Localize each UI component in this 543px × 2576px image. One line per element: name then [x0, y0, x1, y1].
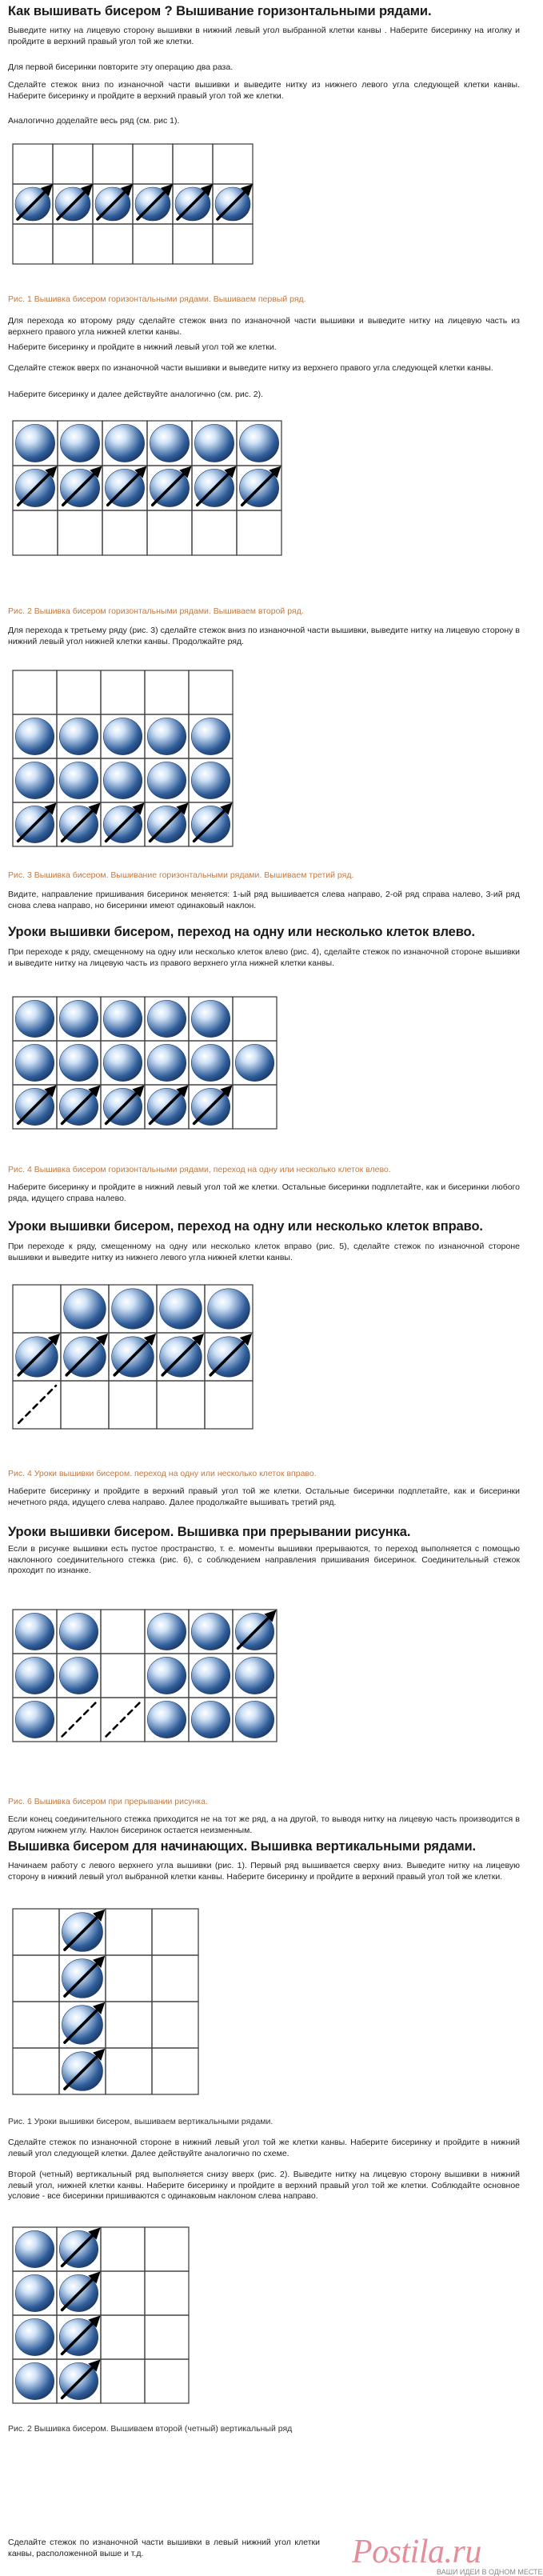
- bead: [191, 1044, 230, 1081]
- bead: [15, 1000, 54, 1037]
- figure-3-diagram: [8, 666, 272, 850]
- canvas-cell: [192, 510, 237, 555]
- canvas-cell: [106, 2002, 152, 2048]
- heading-shift-left: Уроки вышивки бисером, переход на одну или несколько клеток влево.: [8, 925, 476, 939]
- bead: [64, 1289, 106, 1329]
- bead: [191, 1657, 230, 1694]
- canvas-cell: [101, 2227, 145, 2271]
- bead: [239, 424, 278, 462]
- bead: [103, 762, 142, 798]
- canvas-cell: [13, 1955, 59, 2002]
- heading-horizontal-rows: Как вышивать бисером ? Вышивание горизонтальными рядами.: [8, 4, 432, 18]
- bead-grid-figure-8: [8, 2221, 272, 2421]
- canvas-cell: [13, 2048, 59, 2094]
- canvas-cell: [101, 2359, 145, 2403]
- bead: [191, 718, 230, 754]
- bead: [59, 718, 98, 754]
- canvas-cell: [145, 670, 189, 714]
- canvas-cell: [61, 1381, 109, 1429]
- heading-vertical-rows: Вышивка бисером для начинающих. Вышивка вертикальными рядами.: [8, 1839, 477, 1854]
- paragraph: Сделайте стежок вниз по изнаночной части вышивки и выведите нитку из нижнего левого угла следующей клетки канвы. Наберите бисеринку и пройдите в верхний правый угол той же клетки.: [8, 80, 520, 101]
- watermark: [317, 2528, 543, 2576]
- canvas-cell: [173, 144, 213, 184]
- bead: [103, 1044, 142, 1081]
- bead-grid-figure-2: [8, 416, 272, 576]
- watermark-brand: Postila.ru: [352, 2534, 481, 2570]
- bead: [147, 718, 186, 754]
- canvas-cell: [53, 224, 93, 264]
- canvas-cell: [145, 2315, 189, 2359]
- bead: [208, 1289, 250, 1329]
- canvas-cell: [101, 1654, 145, 1698]
- bead: [59, 1044, 98, 1081]
- paragraph: Начинаем работу с левого верхнего угла вышивки (рис. 1). Первый ряд вышивается сверху вниз. Выведите нитку на лицевую сторону в нижний левый угол выбранной клетки канвы. Наберите бисеринку и пройдите в верхний правый угол той же клетки.: [8, 1861, 520, 1882]
- bead: [60, 424, 99, 462]
- paragraph: Наберите бисеринку и пройдите в нижний левый угол той же клетки. Остальные бисеринки подплетайте, как и бисеринки любого ряда, идущего справа налево.: [8, 1182, 520, 1203]
- bead: [59, 1000, 98, 1037]
- canvas-cell: [106, 1909, 152, 1955]
- bead: [105, 424, 144, 462]
- paragraph: Если конец соединительного стежка приходится не на тот же ряд, а на другой, то выводя нитку на лицевую часть производится в другом нижнем углу. Наклон бисеринок остается неизменным.: [8, 1814, 520, 1835]
- paragraph: Выведите нитку на лицевую сторону вышивки в нижний левый угол выбранной клетки канвы . Наберите бисеринку на иголку и пройдите в верхний правый угол той же клетки.: [8, 26, 520, 46]
- bead-grid-figure-1: [8, 138, 272, 274]
- bead: [160, 1289, 202, 1329]
- bead: [15, 424, 54, 462]
- canvas-cell: [145, 2359, 189, 2403]
- figure-caption: Рис. 1 Уроки вышивки бисером, вышиваем вертикальными рядами.: [8, 2117, 273, 2126]
- bead-grid-figure-6: [8, 1600, 272, 1784]
- heading-shift-right: Уроки вышивки бисером, переход на одну или несколько клеток вправо.: [8, 1219, 483, 1234]
- back-stitch-line: [18, 1386, 56, 1423]
- canvas-cell: [213, 144, 253, 184]
- figure-7-diagram: [8, 1902, 272, 2102]
- canvas-cell: [205, 1381, 253, 1429]
- paragraph: Сделайте стежок по изнаночной стороне в нижний левый угол той же клетки канвы. Наберите бисеринку и пройдите в нижний левый угол следующей клетки. Далее действуйте аналогично по схеме.: [8, 2138, 520, 2158]
- paragraph: Для первой бисеринки повторите эту операцию два раза.: [8, 62, 234, 72]
- figure-caption: Рис. 4 Вышивка бисером горизонтальными рядами, переход на одну или несколько клеток влево.: [8, 1165, 391, 1174]
- paragraph: При переходе к ряду, смещенному на одну или несколько клеток влево (рис. 4), сделайте стежок по изнаночной стороне вышивки и выведите нитку на лицевую часть из правого верхнего угла нижней клетки канвы.: [8, 947, 520, 968]
- bead: [147, 762, 186, 798]
- bead: [191, 1000, 230, 1037]
- bead: [191, 1701, 230, 1738]
- figure-2-diagram: [8, 416, 272, 576]
- bead: [150, 424, 189, 462]
- bead: [15, 1701, 54, 1738]
- bead-grid-figure-7: [8, 1902, 272, 2102]
- bead-grid-figure-5: [8, 1280, 272, 1440]
- bead: [147, 1701, 186, 1738]
- paragraph: Наберите бисеринку и пройдите в нижний левый угол той же клетки.: [8, 342, 277, 352]
- canvas-cell: [101, 670, 145, 714]
- canvas-cell: [152, 1955, 198, 2002]
- paragraph: Наберите бисеринку и пройдите в верхний правый угол той же клетки. Остальные бисеринки подплетайте, как и бисеринки нечетного ряда, идущего слева направо. Далее продолжайте вышивать третий ряд.: [8, 1486, 520, 1507]
- bead: [59, 1657, 98, 1694]
- canvas-cell: [102, 510, 147, 555]
- figure-8-diagram: [8, 2221, 272, 2421]
- canvas-cell: [93, 144, 133, 184]
- bead: [103, 1000, 142, 1037]
- canvas-cell: [13, 1285, 61, 1333]
- bead: [15, 2274, 54, 2311]
- canvas-cell: [157, 1381, 205, 1429]
- bead: [59, 1613, 98, 1650]
- heading-interrupted-pattern: Уроки вышивки бисером. Вышивка при прерывании рисунка.: [8, 1525, 411, 1539]
- bead: [112, 1289, 154, 1329]
- paragraph: Для перехода к третьему ряду (рис. 3) сделайте стежок вниз по изнаночной части вышивки, выведите нитку на лицевую сторону в нижний левый угол нижней клетки канвы. Продолжайте ряд.: [8, 626, 520, 646]
- canvas-cell: [106, 2048, 152, 2094]
- canvas-cell: [109, 1381, 157, 1429]
- canvas-cell: [106, 1955, 152, 2002]
- figure-caption: Рис. 2 Вышивка бисером. Вышиваем второй (четный) вертикальный ряд: [8, 2424, 293, 2434]
- canvas-cell: [133, 144, 173, 184]
- canvas-cell: [93, 224, 133, 264]
- canvas-cell: [13, 2002, 59, 2048]
- paragraph: Если в рисунке вышивки есть пустое пространство, т. е. моменты вышивки прерываются, то переход выполняется с помощью наклонного соединительного стежка (рис. 6), с соблюдением направления пришивания бисеринок. Соединительный стежок проходит по изнанке.: [8, 1544, 520, 1575]
- bead: [194, 424, 234, 462]
- paragraph: Для перехода ко второму ряду сделайте стежок вниз по изнаночной части вышивки и выведите нитку на лицевую часть из верхнего правого угла нижней клетки канвы.: [8, 316, 520, 337]
- back-stitch-line: [62, 1702, 97, 1737]
- canvas-cell: [13, 144, 53, 184]
- paragraph: Сделайте стежок вверх по изнаночной части вышивки и выведите нитку из верхнего правого угла следующей клетки канвы.: [8, 363, 493, 373]
- bead: [191, 1613, 230, 1650]
- paragraph: Второй (четный) вертикальный ряд выполняется снизу вверх (рис. 2). Выведите нитку на лицевую сторону вышивки в нижний левый угол, нижней клетки канвы. Наберите бисеринку и пройдите в верхний правый угол той же клетки. Соблюдайте основное условие - все бисеринки пришиваются с одинаковым наклоном слева направо.: [8, 2170, 520, 2201]
- canvas-cell: [133, 224, 173, 264]
- paragraph: Аналогично доделайте весь ряд (см. рис 1).: [8, 116, 180, 126]
- canvas-cell: [101, 2271, 145, 2315]
- bead: [103, 718, 142, 754]
- figure-5-diagram: [8, 1280, 272, 1440]
- paragraph: При переходе к ряду, смещенному на одну или несколько клеток вправо (рис. 5), сделайте стежок по изнаночной стороне вышивки и выведите нитку из нижнего левого угла нижней клетки канвы.: [8, 1242, 520, 1262]
- bead-grid-figure-3: [8, 666, 272, 850]
- bead: [59, 762, 98, 798]
- bead: [147, 1613, 186, 1650]
- watermark-tagline: ВАШИ ИДЕИ В ОДНОМ МЕСТЕ: [437, 2568, 543, 2576]
- bead: [15, 1657, 54, 1694]
- bead: [235, 1701, 273, 1738]
- canvas-cell: [101, 2315, 145, 2359]
- bead: [15, 1613, 54, 1650]
- paragraph: Наберите бисеринку и далее действуйте аналогично (см. рис. 2).: [8, 390, 264, 399]
- bead: [15, 2230, 54, 2267]
- canvas-cell: [58, 510, 102, 555]
- bead: [15, 762, 54, 798]
- canvas-cell: [152, 2002, 198, 2048]
- canvas-cell: [13, 670, 57, 714]
- canvas-cell: [173, 224, 213, 264]
- bead: [15, 2318, 54, 2355]
- canvas-cell: [189, 670, 233, 714]
- bead: [147, 1044, 186, 1081]
- canvas-cell: [237, 510, 281, 555]
- canvas-cell: [13, 224, 53, 264]
- canvas-cell: [53, 144, 93, 184]
- canvas-cell: [152, 1909, 198, 1955]
- bead: [235, 1044, 273, 1081]
- canvas-cell: [13, 1909, 59, 1955]
- figure-caption: Рис. 6 Вышивка бисером при прерывании рисунка.: [8, 1797, 208, 1806]
- canvas-cell: [233, 997, 277, 1041]
- canvas-cell: [101, 1610, 145, 1654]
- bead: [147, 1657, 186, 1694]
- canvas-cell: [145, 2271, 189, 2315]
- canvas-cell: [57, 670, 101, 714]
- canvas-cell: [13, 510, 58, 555]
- canvas-cell: [213, 224, 253, 264]
- canvas-cell: [147, 510, 192, 555]
- figure-4-diagram: [8, 992, 280, 1144]
- back-stitch-line: [106, 1702, 141, 1737]
- bead: [15, 718, 54, 754]
- bead: [235, 1657, 273, 1694]
- figure-caption: Рис. 1 Вышивка бисером горизонтальными рядами. Вышиваем первый ряд.: [8, 294, 306, 304]
- bead: [191, 762, 230, 798]
- figure-caption: Рис. 4 Уроки вышивки бисером. переход на одну или несколько клеток вправо.: [8, 1469, 317, 1478]
- canvas-cell: [152, 2048, 198, 2094]
- bead: [147, 1000, 186, 1037]
- canvas-cell: [233, 1085, 277, 1129]
- paragraph: Сделайте стежок по изнаночной части вышивки в левый нижний угол клетки канвы, расположенной выше и т.д.: [8, 2538, 320, 2558]
- bead: [15, 2362, 54, 2399]
- bead: [15, 1044, 54, 1081]
- canvas-cell: [145, 2227, 189, 2271]
- figure-caption: Рис. 3 Вышивка бисером. Вышивание горизонтальными рядами. Вышиваем третий ряд.: [8, 870, 354, 880]
- figure-6-diagram: [8, 1600, 272, 1784]
- bead-grid-figure-4: [8, 992, 280, 1144]
- figure-1-diagram: [8, 138, 272, 274]
- paragraph: Видите, направление пришивания бисеринок меняется: 1-ый ряд вышивается слева направо, 2-ой ряд справа налево, 3-ий ряд снова слева направо, но бисеринки имеют одинаковый наклон.: [8, 890, 520, 910]
- figure-caption: Рис. 2 Вышивка бисером горизонтальными рядами. Вышиваем второй ряд.: [8, 606, 304, 616]
